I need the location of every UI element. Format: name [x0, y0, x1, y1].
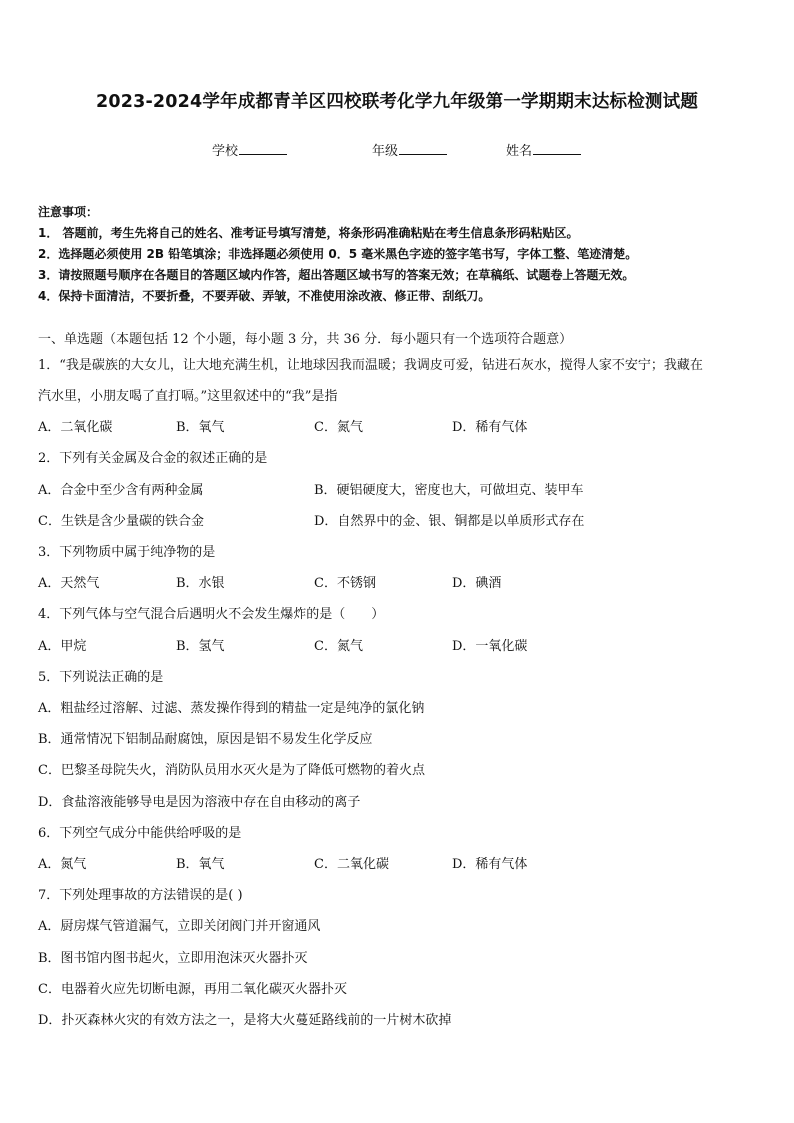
option-b: B．氧气	[176, 420, 225, 435]
section-heading: 一、单选题（本题包括 12 个小题，每小题 3 分，共 36 分．每小题只有一个选项符合题意）	[38, 332, 573, 347]
school-blank	[239, 142, 287, 155]
question-stem: 7．下列处理事故的方法错误的是( )	[38, 888, 243, 903]
option-b: B．氢气	[176, 639, 225, 654]
grade-label: 年级	[372, 144, 399, 159]
option-a: A．氮气	[38, 857, 87, 872]
option-a: A．厨房煤气管道漏气，立即关闭阀门并开窗通风	[38, 919, 321, 934]
option-d: D．扑灭森林火灾的有效方法之一，是将大火蔓延路线前的一片树木砍掉	[38, 1013, 452, 1028]
option-d: D．碘酒	[452, 576, 502, 591]
option-d: D．自然界中的金、银、铜都是以单质形式存在	[314, 514, 585, 529]
option-d: D．稀有气体	[452, 420, 528, 435]
option-b: B．氧气	[176, 857, 225, 872]
option-d: D．稀有气体	[452, 857, 528, 872]
school-label: 学校	[212, 144, 239, 159]
question-stem: 2．下列有关金属及合金的叙述正确的是	[38, 451, 268, 466]
question-stem: 5．下列说法正确的是	[38, 670, 164, 685]
notice-item: 4．保持卡面清洁，不要折叠，不要弄破、弄皱，不准使用涂改液、修正带、刮纸刀。	[38, 289, 491, 303]
option-d: D．食盐溶液能够导电是因为溶液中存在自由移动的离子	[38, 795, 361, 810]
option-a: A．天然气	[38, 576, 100, 591]
notice-item: 1． 答题前，考生先将自己的姓名、准考证号填写清楚，将条形码准确粘贴在考生信息条形码粘贴区。	[38, 226, 579, 240]
question-stem: 4．下列气体与空气混合后遇明火不会发生爆炸的是（ ）	[38, 607, 385, 622]
option-a: A．合金中至少含有两种金属	[38, 483, 204, 498]
option-a: A．粗盐经过溶解、过滤、蒸发操作得到的精盐一定是纯净的氯化钠	[38, 701, 425, 716]
option-c: C．巴黎圣母院失火，消防队员用水灭火是为了降低可燃物的着火点	[38, 763, 425, 778]
option-c: C．二氧化碳	[314, 857, 389, 872]
option-c: C．电器着火应先切断电源，再用二氧化碳灭火器扑灭	[38, 982, 347, 997]
notice-item: 3．请按照题号顺序在各题目的答题区域内作答，超出答题区域书写的答案无效；在草稿纸、试题卷上答题无效。	[38, 268, 635, 282]
option-b: B．硬铝硬度大，密度也大，可做坦克、装甲车	[314, 483, 584, 498]
question-stem: 6．下列空气成分中能供给呼吸的是	[38, 826, 242, 841]
option-a: A．甲烷	[38, 639, 87, 654]
grade-blank	[399, 142, 447, 155]
notice-heading: 注意事项：	[38, 205, 99, 219]
option-c: C．生铁是含少量碳的铁合金	[38, 514, 204, 529]
option-a: A．二氧化碳	[38, 420, 113, 435]
option-c: C．不锈钢	[314, 576, 376, 591]
option-c: C．氮气	[314, 420, 363, 435]
option-b: B．通常情况下铝制品耐腐蚀，原因是铝不易发生化学反应	[38, 732, 373, 747]
option-b: B．图书馆内图书起火，立即用泡沫灭火器扑灭	[38, 951, 308, 966]
name-blank	[533, 142, 581, 155]
name-field	[506, 140, 581, 159]
notice-item: 2．选择题必须使用 2B 铅笔填涂；非选择题必须使用 0．5 毫米黑色字迹的签字笔书写，字体工整、笔迹清楚。	[38, 247, 638, 261]
question-stem: 3．下列物质中属于纯净物的是	[38, 545, 216, 560]
school-field	[212, 140, 287, 159]
name-label: 姓名	[506, 144, 533, 159]
option-c: C．氮气	[314, 639, 363, 654]
question-stem: 汽水里，小朋友喝了直打嗝。”这里叙述中的“我”是指	[38, 389, 338, 404]
question-stem: 1．“我是碳族的大女儿，让大地充满生机，让地球因我而温暖；我调皮可爱，钻进石灰水，搅得人家不安宁；我藏在	[38, 358, 703, 373]
option-d: D．一氧化碳	[452, 639, 528, 654]
page-title: 2023-2024学年成都青羊区四校联考化学九年级第一学期期末达标检测试题	[95, 92, 699, 112]
grade-field	[372, 140, 447, 159]
option-b: B．水银	[176, 576, 225, 591]
